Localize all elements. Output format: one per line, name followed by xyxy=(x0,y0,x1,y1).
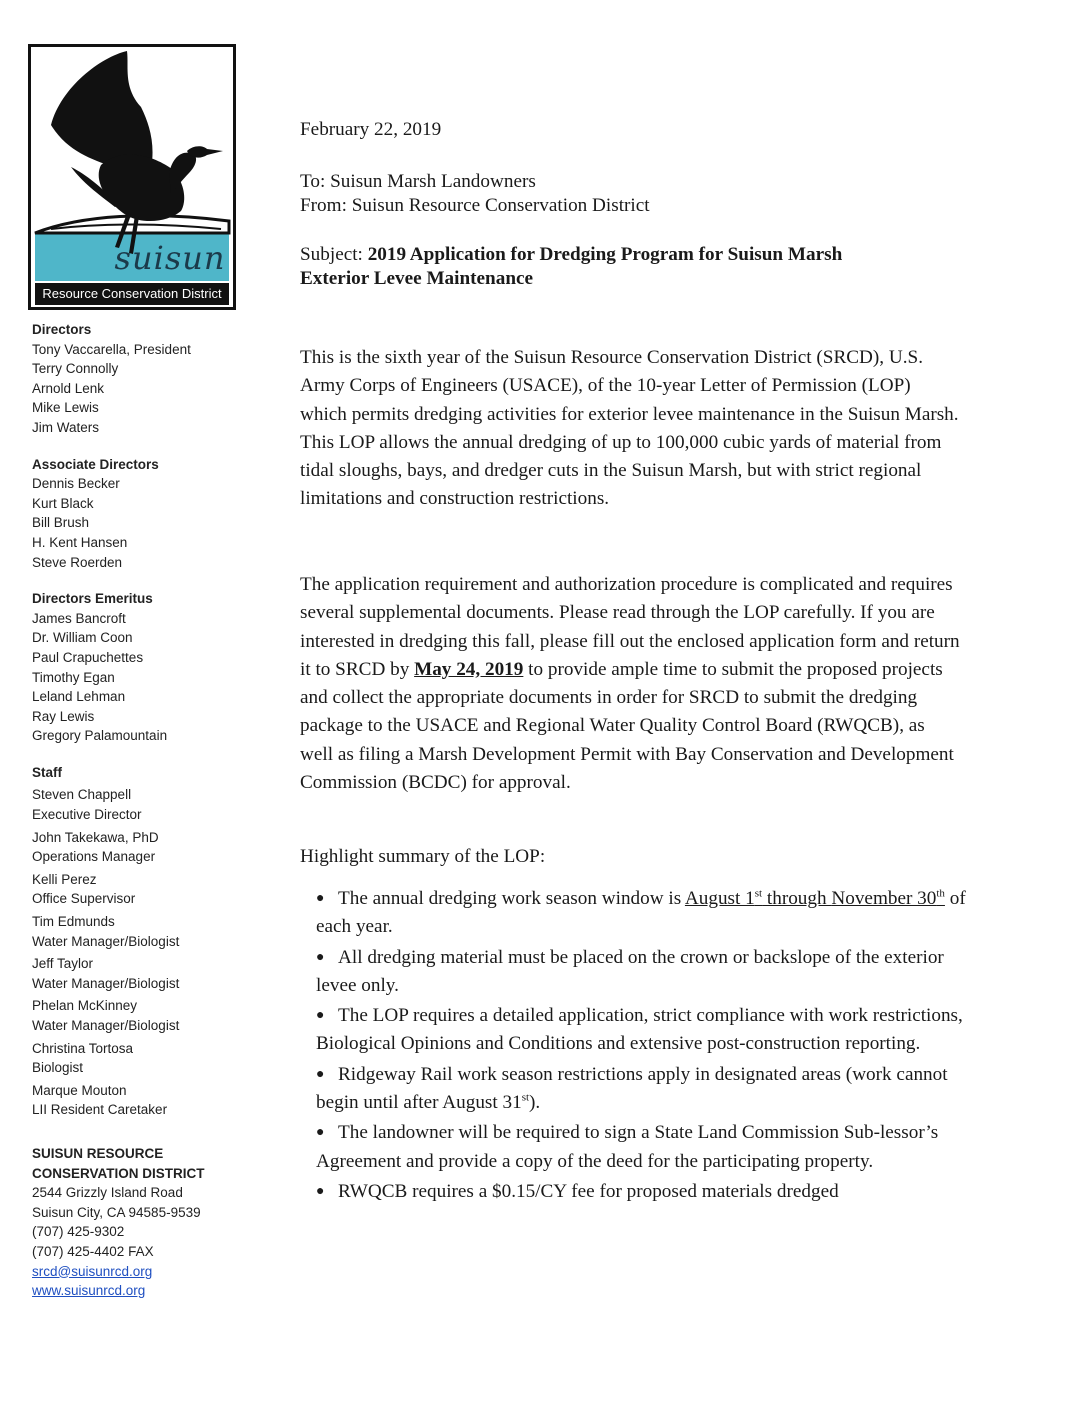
director-name: Mike Lewis xyxy=(32,400,99,416)
list-item xyxy=(316,1119,966,1176)
contact-block xyxy=(32,1144,242,1301)
staff-name: Phelan McKinney xyxy=(32,998,138,1014)
email-link[interactable]: srcd@suisunrcd.org xyxy=(32,1263,153,1279)
paragraph-intro: This is the sixth year of the Suisun Resource Conservation District (SRCD), U.S. Army Corps of Engineers (USACE), of the 10-year Letter of Permission (LOP) which permits dredging activities for exterior levee maintenance in the Suisun Marsh. This LOP allows the annual dredging of up to 100,000 cubic yards of material from tidal sloughs, bays, and dredger cuts in the Suisun Marsh, but with strict regional limitations and construction restrictions. xyxy=(300,347,959,510)
bullet-icon: ● xyxy=(316,1066,325,1082)
staff-member xyxy=(32,954,242,993)
bullet-text: ). xyxy=(529,1092,541,1114)
director-emeritus-name: Dr. William Coon xyxy=(32,630,133,646)
staff-name: Tim Edmunds xyxy=(32,914,115,930)
director-emeritus-name: Paul Crapuchettes xyxy=(32,649,144,665)
bullet-text: of each year. xyxy=(316,888,966,938)
highlight-heading: Highlight summary of the LOP: xyxy=(300,846,546,867)
associate-directors-section xyxy=(32,455,242,573)
bullet-icon: ● xyxy=(316,1125,325,1141)
staff-title: Water Manager/Biologist xyxy=(32,1018,180,1033)
associate-director-name: Kurt Black xyxy=(32,495,94,511)
staff-member xyxy=(32,870,242,909)
bullet-text: RWQCB requires a $0.15/CY fee for proposed materials dredged xyxy=(338,1180,839,1202)
staff-name: Marque Mouton xyxy=(32,1082,127,1098)
staff-member xyxy=(32,1039,242,1078)
list-item xyxy=(316,1061,966,1118)
logo-band-text: Resource Conservation District xyxy=(35,283,229,305)
directors-section xyxy=(32,320,242,438)
staff-title: Office Supervisor xyxy=(32,891,136,907)
street-address: 2544 Grizzly Island Road xyxy=(32,1185,183,1201)
bullet-icon: ● xyxy=(316,1008,325,1024)
staff-title: Water Manager/Biologist xyxy=(32,933,180,949)
staff-name: Kelli Perez xyxy=(32,871,97,887)
city-state-zip: Suisun City, CA 94585-9539 xyxy=(32,1204,201,1220)
list-item xyxy=(316,1178,966,1206)
staff-member xyxy=(32,1081,242,1120)
staff-name: Steven Chappell xyxy=(32,787,132,803)
highlight-list xyxy=(316,885,966,1208)
staff-name: Christina Tortosa xyxy=(32,1040,134,1056)
director-emeritus-name: Timothy Egan xyxy=(32,669,115,685)
staff-heading: Staff xyxy=(32,764,62,780)
bullet-text: The landowner will be required to sign a State Land Commission Sub-lessor’s Agreement and provide a copy of the deed for the participating property. xyxy=(316,1122,939,1172)
paragraph-application-start: The application requirement and authorization procedure is complicated and requires several supplemental documents. Please read through the LOP carefully. If you are interested in dredging this fall, please fill out the enclosed application form and return it to SRCD by xyxy=(300,574,960,680)
associate-director-name: Bill Brush xyxy=(32,515,90,531)
phone-number: (707) 425-9302 xyxy=(32,1224,125,1240)
bullet-text: The annual dredging work season window is xyxy=(338,888,685,909)
bullet-text: All dredging material must be placed on the crown or backslope of the exterior levee only. xyxy=(316,946,944,996)
director-name: Tony Vaccarella, President xyxy=(32,341,191,357)
directors-heading: Directors xyxy=(32,322,92,337)
staff-member xyxy=(32,912,242,951)
bullet-sup: st xyxy=(521,1091,530,1104)
list-item xyxy=(316,885,966,942)
letter-sender: From: Suisun Resource Conservation District xyxy=(300,195,650,216)
directors-emeritus-heading: Directors Emeritus xyxy=(32,591,153,607)
staff-name: John Takekawa, PhD xyxy=(32,829,159,845)
director-name: Jim Waters xyxy=(32,419,99,435)
subject-line2: Exterior Levee Maintenance xyxy=(300,268,534,289)
bullet-text: Ridgeway Rail work season restrictions apply in designated areas (work cannot begin until after August 31 xyxy=(316,1063,948,1114)
staff-title: Biologist xyxy=(32,1060,84,1076)
list-item xyxy=(316,944,966,1001)
org-name-line1: SUISUN RESOURCE xyxy=(32,1145,164,1161)
season-start: August 1st through November 30th xyxy=(684,887,945,909)
associate-director-name: H. Kent Hansen xyxy=(32,534,128,550)
staff-name: Jeff Taylor xyxy=(32,956,94,972)
logo-script-word: suisun xyxy=(114,239,226,277)
director-emeritus-name: James Bancroft xyxy=(32,610,126,626)
bullet-icon: ● xyxy=(316,1183,325,1199)
staff-member xyxy=(32,785,242,824)
staff-section xyxy=(32,763,242,1120)
bullet-icon: ● xyxy=(316,949,325,965)
associate-director-name: Steve Roerden xyxy=(32,554,123,570)
staff-title: Water Manager/Biologist xyxy=(32,975,180,991)
website-link[interactable]: www.suisunrcd.org xyxy=(32,1283,146,1299)
staff-member xyxy=(32,996,242,1035)
paragraph-application xyxy=(300,571,962,797)
bullet-icon: ● xyxy=(316,891,325,906)
letter-recipient: To: Suisun Marsh Landowners xyxy=(300,171,536,192)
district-logo xyxy=(28,44,236,310)
staff-title: LII Resident Caretaker xyxy=(32,1102,168,1118)
letter-subject xyxy=(300,243,960,291)
staff-member xyxy=(32,828,242,867)
list-item xyxy=(316,1002,966,1059)
bullet-text: The LOP requires a detailed application, strict compliance with work restrictions, Biological Opinions and Conditions and extensive post-construction reporting. xyxy=(316,1005,963,1055)
associate-directors-heading: Associate Directors xyxy=(32,456,159,472)
application-deadline: May 24, 2019 xyxy=(414,658,524,680)
associate-director-name: Dennis Becker xyxy=(32,476,120,492)
fax-number: (707) 425-4402 FAX xyxy=(32,1243,154,1259)
director-emeritus-name: Leland Lehman xyxy=(32,689,126,705)
director-emeritus-name: Ray Lewis xyxy=(32,708,95,724)
directors-emeritus-section xyxy=(32,589,242,746)
subject-label: Subject: xyxy=(300,244,368,265)
paragraph-application-end: to provide ample time to submit the proposed projects and collect the appropriate documents in order for SRCD to submit the dredging package to the USACE and Regional Water Quality Control Board (RWQCB), as well as filing a Marsh Development Permit with Bay Conservation and Development Commission (BCDC) for approval. xyxy=(300,658,954,794)
director-name: Terry Connolly xyxy=(32,361,119,377)
subject-line1: 2019 Application for Dredging Program for Suisun Marsh xyxy=(367,244,843,265)
letter-date: February 22, 2019 xyxy=(300,119,442,140)
sidebar-roster xyxy=(32,320,242,1318)
director-emeritus-name: Gregory Palamountain xyxy=(32,728,168,744)
staff-title: Executive Director xyxy=(32,807,142,823)
org-name-line2: CONSERVATION DISTRICT xyxy=(32,1165,205,1181)
staff-title: Operations Manager xyxy=(32,849,156,865)
director-name: Arnold Lenk xyxy=(32,380,105,396)
